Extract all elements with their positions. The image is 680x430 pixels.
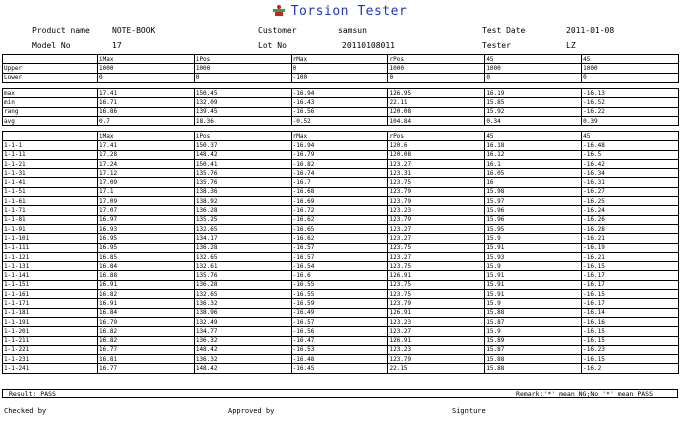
table-cell: -16.21	[582, 252, 679, 261]
column-header: 45	[485, 55, 582, 64]
table-cell: 132.65	[194, 290, 291, 299]
table-cell: 1-1-51	[3, 187, 98, 196]
table-cell: 16.95	[98, 234, 195, 243]
table-cell: 126.91	[388, 308, 485, 317]
table-cell: 123.79	[388, 215, 485, 224]
table-cell: -16.72	[291, 206, 388, 215]
stats-row	[3, 116, 679, 125]
table-cell: -16.56	[291, 107, 388, 116]
result-row	[3, 336, 679, 345]
column-header: rPos	[388, 55, 485, 64]
result-status: Result: PASS	[9, 390, 56, 398]
table-cell: 136.32	[194, 299, 291, 308]
table-cell: -16.19	[582, 243, 679, 252]
table-cell: 16.81	[98, 355, 195, 364]
table-cell: 1-1-21	[3, 159, 98, 168]
lot-no-value: 20110108011	[342, 41, 395, 50]
table-cell: -16.15	[582, 262, 679, 271]
table-cell: 1-1-201	[3, 327, 98, 336]
table-cell: rang	[3, 107, 98, 116]
table-cell: 104.84	[388, 116, 485, 125]
table-cell: 139.45	[194, 107, 291, 116]
table-cell: -16.26	[582, 215, 679, 224]
table-cell: 0	[485, 73, 582, 82]
table-cell: 1-1-151	[3, 280, 98, 289]
result-row	[3, 141, 679, 150]
table-cell: 15.98	[485, 187, 582, 196]
table-cell: 16.97	[98, 215, 195, 224]
table-cell: 1-1-161	[3, 290, 98, 299]
table-cell: 126.91	[388, 336, 485, 345]
table-cell: 16.05	[485, 169, 582, 178]
table-cell: -16.59	[291, 299, 388, 308]
result-row	[3, 262, 679, 271]
result-row	[3, 159, 679, 168]
table-cell: -16.14	[582, 308, 679, 317]
table-cell: 15.9	[485, 299, 582, 308]
table-cell: 123.79	[388, 187, 485, 196]
table-cell: 1-1-211	[3, 336, 98, 345]
table-cell: -0.52	[291, 116, 388, 125]
table-cell: 150.41	[194, 159, 291, 168]
table-cell: -16.56	[291, 327, 388, 336]
table-cell: -16.49	[291, 308, 388, 317]
table-cell: -16.34	[582, 169, 679, 178]
column-header: rPos	[388, 132, 485, 141]
table-cell: -16.2	[582, 364, 679, 373]
result-row	[3, 308, 679, 317]
table-cell: 17.1	[98, 187, 195, 196]
result-row	[3, 280, 679, 289]
table-cell: 16.86	[98, 107, 195, 116]
table-cell: 150.45	[194, 89, 291, 98]
table-cell: 0.34	[485, 116, 582, 125]
table-cell: 1-1-171	[3, 299, 98, 308]
table-cell: -16.52	[582, 98, 679, 107]
column-header	[3, 55, 98, 64]
table-cell: -16.24	[582, 206, 679, 215]
column-header: iMax	[98, 132, 195, 141]
table-cell: 1-1-231	[3, 355, 98, 364]
table-cell: 15.88	[485, 308, 582, 317]
table-cell: -16.79	[291, 150, 388, 159]
test-date-value: 2011-01-08	[566, 26, 615, 35]
table-cell: 15.9	[485, 327, 582, 336]
table-cell: Upper	[3, 64, 98, 73]
table-cell: 123.27	[388, 159, 485, 168]
table-cell: min	[3, 98, 98, 107]
column-header: 45	[485, 132, 582, 141]
table-cell: -16.15	[582, 290, 679, 299]
table-cell: -16.57	[291, 317, 388, 326]
table-cell: 135.76	[194, 178, 291, 187]
table-cell: 123.23	[388, 317, 485, 326]
table-cell: -16.17	[582, 271, 679, 280]
tester-label: Tester	[482, 41, 511, 50]
table-cell: 1-1-31	[3, 169, 98, 178]
table-cell: 123.75	[388, 262, 485, 271]
table-cell: -16.62	[291, 215, 388, 224]
limits-row	[3, 64, 679, 73]
table-cell: 123.79	[388, 355, 485, 364]
table-cell: 135.25	[194, 215, 291, 224]
table-cell: 16.1	[485, 159, 582, 168]
table-cell: -16.16	[582, 317, 679, 326]
column-header: 45	[582, 55, 679, 64]
table-cell: 132.09	[194, 98, 291, 107]
product-name-label: Product name	[32, 26, 90, 35]
table-cell: 1-1-191	[3, 317, 98, 326]
result-row	[3, 252, 679, 261]
result-row	[3, 345, 679, 354]
table-cell: 1-1-81	[3, 215, 98, 224]
table-cell: 16.84	[98, 308, 195, 317]
limits-row	[3, 73, 679, 82]
table-cell: 15.93	[485, 252, 582, 261]
table-cell: -16.74	[291, 169, 388, 178]
table-cell: 1-1-91	[3, 224, 98, 233]
report-title: Torsion Tester	[290, 4, 408, 19]
table-cell: -16.55	[291, 280, 388, 289]
table-cell: 0.39	[582, 116, 679, 125]
table-cell: 148.42	[194, 364, 291, 373]
table-cell: max	[3, 89, 98, 98]
table-cell: -16.13	[582, 89, 679, 98]
table-cell: 123.27	[388, 224, 485, 233]
column-header: rMax	[291, 55, 388, 64]
table-cell: 17.09	[98, 197, 195, 206]
table-cell: 123.75	[388, 178, 485, 187]
table-cell: -16.48	[291, 355, 388, 364]
table-cell: 15.9	[485, 262, 582, 271]
table-cell: -16.43	[291, 98, 388, 107]
result-footer	[2, 389, 678, 398]
table-cell: 15.95	[485, 224, 582, 233]
table-cell: 15.92	[485, 107, 582, 116]
table-cell: 16.88	[98, 271, 195, 280]
remark-text: Remark:'*' mean NG;No '*' mean PASS	[516, 390, 653, 398]
table-cell: 1-1-121	[3, 252, 98, 261]
table-cell: 1-1-61	[3, 197, 98, 206]
table-cell: -16.48	[582, 141, 679, 150]
table-cell: 1-1-41	[3, 178, 98, 187]
table-cell: -16.47	[291, 336, 388, 345]
table-cell: 123.23	[388, 345, 485, 354]
table-cell: 17.09	[98, 178, 195, 187]
table-cell: 16.82	[98, 290, 195, 299]
table-cell: 135.76	[194, 169, 291, 178]
table-cell: 136.28	[194, 280, 291, 289]
table-cell: 120.08	[388, 107, 485, 116]
table-cell: -16.6	[291, 271, 388, 280]
checked-by-label: Checked by	[4, 407, 47, 415]
test-date-label: Test Date	[482, 26, 526, 35]
table-cell: -16.27	[582, 187, 679, 196]
table-cell: 148.42	[194, 345, 291, 354]
result-row	[3, 224, 679, 233]
table-cell: 132.61	[194, 262, 291, 271]
table-cell: 1-1-1	[3, 141, 98, 150]
table-cell: 135.76	[194, 271, 291, 280]
table-cell: 22.11	[388, 98, 485, 107]
table-cell: -16.17	[582, 280, 679, 289]
table-cell: 17.12	[98, 169, 195, 178]
signature-label: Signture	[452, 407, 486, 415]
table-cell: 15.96	[485, 206, 582, 215]
table-cell: 126.95	[388, 89, 485, 98]
table-cell: 150.37	[194, 141, 291, 150]
result-row	[3, 299, 679, 308]
table-cell: 123.79	[388, 197, 485, 206]
report-title-bar	[0, 4, 680, 19]
table-cell: -100	[291, 73, 388, 82]
table-cell: -16.68	[291, 187, 388, 196]
table-cell: 15.9	[485, 234, 582, 243]
table-cell: 16.18	[485, 141, 582, 150]
table-cell: 123.27	[388, 327, 485, 336]
table-cell: 16	[485, 178, 582, 187]
table-cell: 138.92	[194, 197, 291, 206]
table-cell: 16.77	[98, 364, 195, 373]
table-cell: 22.15	[388, 364, 485, 373]
table-cell: 15.97	[485, 197, 582, 206]
table-cell: 1000	[582, 64, 679, 73]
table-cell: avg	[3, 116, 98, 125]
table-cell: -16.94	[291, 89, 388, 98]
table-cell: 123.31	[388, 169, 485, 178]
result-row	[3, 197, 679, 206]
table-cell: 123.75	[388, 243, 485, 252]
table-header-row	[3, 55, 679, 64]
table-cell: -16.45	[291, 364, 388, 373]
table-cell: 1-1-131	[3, 262, 98, 271]
result-row	[3, 317, 679, 326]
table-cell: 16.85	[98, 252, 195, 261]
table-cell: 17.41	[98, 141, 195, 150]
table-cell: 15.91	[485, 271, 582, 280]
result-row	[3, 215, 679, 224]
result-row	[3, 206, 679, 215]
table-cell: 15.87	[485, 317, 582, 326]
table-cell: 120.08	[388, 150, 485, 159]
table-cell: 134.17	[194, 234, 291, 243]
result-row	[3, 178, 679, 187]
customer-value: samsun	[338, 26, 367, 35]
column-header: iPos	[194, 132, 291, 141]
results-table	[2, 131, 679, 374]
table-cell: 136.32	[194, 336, 291, 345]
table-cell: 123.79	[388, 299, 485, 308]
product-name-value: NOTE-BOOK	[112, 26, 156, 35]
column-header: rMax	[291, 132, 388, 141]
table-cell: 1000	[485, 64, 582, 73]
table-cell: 1000	[98, 64, 195, 73]
table-cell: 1-1-11	[3, 150, 98, 159]
table-cell: 17.07	[98, 206, 195, 215]
table-cell: -16.94	[291, 141, 388, 150]
table-cell: 132.65	[194, 224, 291, 233]
table-cell: 15.91	[485, 290, 582, 299]
table-cell: 1-1-111	[3, 243, 98, 252]
table-cell: 16.93	[98, 224, 195, 233]
table-cell: 1000	[194, 64, 291, 73]
table-cell: 123.27	[388, 234, 485, 243]
table-cell: -16.22	[582, 107, 679, 116]
column-header: iMax	[98, 55, 195, 64]
result-row	[3, 290, 679, 299]
table-cell: 134.77	[194, 327, 291, 336]
table-cell: 0	[98, 73, 195, 82]
table-cell: 132.65	[194, 252, 291, 261]
table-cell: 1-1-221	[3, 345, 98, 354]
table-cell: -16.15	[582, 355, 679, 364]
model-no-label: Model No	[32, 41, 71, 50]
table-cell: 0.7	[98, 116, 195, 125]
column-header	[3, 132, 98, 141]
table-cell: 1-1-241	[3, 364, 98, 373]
table-cell: 123.27	[388, 252, 485, 261]
table-cell: 1-1-181	[3, 308, 98, 317]
table-cell: 16.82	[98, 327, 195, 336]
table-header-row	[3, 132, 679, 141]
table-cell: -16.57	[291, 243, 388, 252]
table-cell: -16.82	[291, 159, 388, 168]
table-cell: 1000	[388, 64, 485, 73]
table-cell: 17.24	[98, 159, 195, 168]
table-cell: 136.28	[194, 243, 291, 252]
table-cell: 15.88	[485, 355, 582, 364]
table-cell: -16.7	[291, 178, 388, 187]
tester-value: LZ	[566, 41, 576, 50]
result-row	[3, 364, 679, 373]
table-cell: 15.85	[485, 98, 582, 107]
customer-label: Customer	[258, 26, 297, 35]
table-cell: 15.91	[485, 243, 582, 252]
result-row	[3, 243, 679, 252]
table-cell: Lower	[3, 73, 98, 82]
table-cell: 123.75	[388, 280, 485, 289]
table-cell: 120.6	[388, 141, 485, 150]
table-cell: 1-1-71	[3, 206, 98, 215]
table-cell: -16.69	[291, 197, 388, 206]
table-cell: 136.32	[194, 355, 291, 364]
table-cell: -16.62	[291, 234, 388, 243]
limits-table	[2, 54, 679, 83]
table-cell: 0	[582, 73, 679, 82]
table-cell: 148.42	[194, 150, 291, 159]
table-cell: 138.96	[194, 308, 291, 317]
table-cell: 123.23	[388, 206, 485, 215]
approved-by-label: Approved by	[228, 407, 275, 415]
table-cell: -16.15	[582, 327, 679, 336]
table-cell: 138.36	[194, 187, 291, 196]
table-cell: -16.54	[291, 262, 388, 271]
result-row	[3, 355, 679, 364]
result-row	[3, 169, 679, 178]
table-cell: 0	[194, 73, 291, 82]
table-cell: 0	[388, 73, 485, 82]
table-cell: -16.15	[582, 336, 679, 345]
result-row	[3, 327, 679, 336]
lot-no-label: Lot No	[258, 41, 287, 50]
table-cell: 16.19	[485, 89, 582, 98]
stats-table	[2, 88, 679, 126]
table-cell: -16.28	[582, 224, 679, 233]
table-cell: -16.23	[582, 345, 679, 354]
table-cell: 16.95	[98, 243, 195, 252]
company-logo-icon	[273, 5, 285, 16]
table-cell: -16.53	[291, 345, 388, 354]
table-cell: 16.77	[98, 345, 195, 354]
table-cell: 15.89	[485, 336, 582, 345]
table-cell: 1-1-101	[3, 234, 98, 243]
table-cell: 16.91	[98, 299, 195, 308]
column-header: iPos	[194, 55, 291, 64]
table-cell: 16.71	[98, 98, 195, 107]
table-cell: -16.21	[582, 234, 679, 243]
result-row	[3, 187, 679, 196]
table-cell: 16.82	[98, 336, 195, 345]
table-cell: 126.91	[388, 271, 485, 280]
column-header: 45	[582, 132, 679, 141]
table-cell: 16.12	[485, 150, 582, 159]
result-row	[3, 271, 679, 280]
table-cell: 15.88	[485, 364, 582, 373]
model-no-value: 17	[112, 41, 122, 50]
table-cell: 123.75	[388, 290, 485, 299]
table-cell: -16.17	[582, 299, 679, 308]
table-cell: 16.91	[98, 280, 195, 289]
table-cell: 16.84	[98, 262, 195, 271]
table-cell: -16.42	[582, 159, 679, 168]
table-cell: -16.65	[291, 224, 388, 233]
table-cell: -16.57	[291, 252, 388, 261]
table-cell: 16.79	[98, 317, 195, 326]
table-cell: 15.87	[485, 345, 582, 354]
result-row	[3, 234, 679, 243]
table-cell: -16.5	[582, 150, 679, 159]
table-cell: 18.36	[194, 116, 291, 125]
table-cell: 136.28	[194, 206, 291, 215]
table-cell: -16.55	[291, 290, 388, 299]
table-cell: -16.25	[582, 197, 679, 206]
table-cell: 1-1-141	[3, 271, 98, 280]
table-cell: 17.41	[98, 89, 195, 98]
table-cell: 15.96	[485, 215, 582, 224]
stats-row	[3, 98, 679, 107]
stats-row	[3, 89, 679, 98]
table-cell: 132.49	[194, 317, 291, 326]
table-cell: 0	[291, 64, 388, 73]
result-row	[3, 150, 679, 159]
table-cell: 17.28	[98, 150, 195, 159]
table-cell: 15.91	[485, 280, 582, 289]
table-cell: -16.31	[582, 178, 679, 187]
stats-row	[3, 107, 679, 116]
